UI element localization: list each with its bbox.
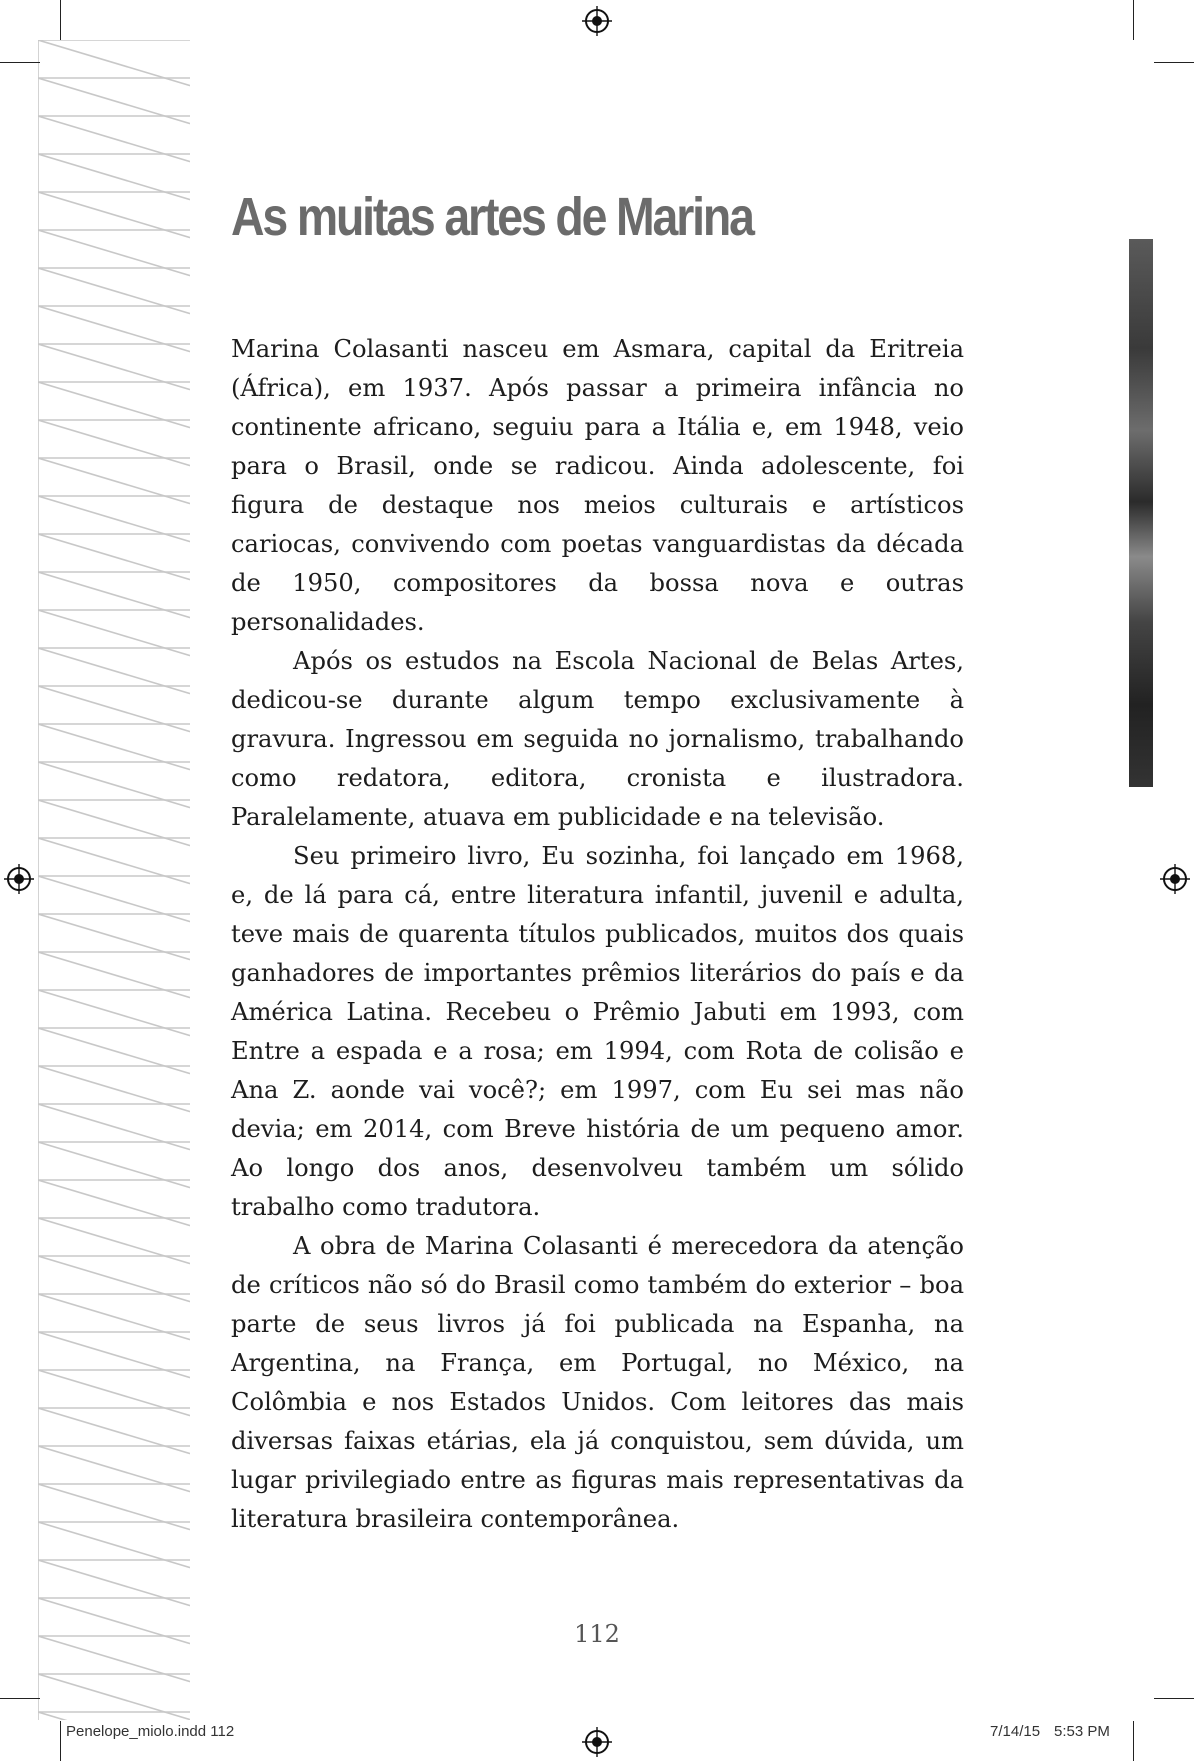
- slug-filename: Penelope_miolo.indd 112: [66, 1723, 235, 1740]
- page-number: 112: [574, 1620, 620, 1648]
- crop-mark: [1133, 1721, 1134, 1761]
- crop-mark: [1133, 0, 1134, 40]
- crop-mark: [1154, 1698, 1194, 1699]
- slug-date: 7/14/15: [990, 1723, 1041, 1740]
- registration-mark-icon: [582, 6, 612, 36]
- paragraph: Seu primeiro livro, Eu sozinha, foi lançado em 1968, e, de lá para cá, entre literatura infantil, juvenil e adulta, teve mais de quarenta títulos publicados, muitos dos quais ganhadores de importantes prêmios literários do país e da América Latina. Recebeu o Prêmio Jabuti em 1993, com Entre a espada e a rosa; em 1994, com Rota de colisão e Ana Z. aonde vai você?; em 1997, com Eu sei mas não devia; em 2014, com Breve história de um pequeno amor. Ao longo dos anos, desenvolveu também um sólido trabalho como tradutora.: [231, 842, 964, 1221]
- crop-mark: [1154, 62, 1194, 63]
- registration-mark-icon: [4, 864, 34, 894]
- crop-mark: [0, 62, 40, 63]
- crop-mark: [60, 0, 61, 40]
- crop-mark: [0, 1698, 40, 1699]
- paragraph: Após os estudos na Escola Nacional de Belas Artes, dedicou-se durante algum tempo exclusivamente à gravura. Ingressou em seguida no jornalismo, trabalhando como redatora, editora, cronista e ilustradora. Paralelamente, atuava em publicidade e na televisão.: [231, 647, 964, 831]
- decorative-triangle-pattern: [38, 40, 190, 1720]
- registration-mark-icon: [1160, 864, 1190, 894]
- paragraph: Marina Colasanti nasceu em Asmara, capital da Eritreia (África), em 1937. Após passar a primeira infância no continente africano, seguiu para a Itália e, em 1948, veio para o Brasil, onde se radicou. Ainda adolescente, foi figura de destaque nos meios culturais e artísticos cariocas, convivendo com poetas vanguardistas da década de 1950, compositores da bossa nova e outras personalidades.: [231, 335, 964, 636]
- page-title: As muitas artes de Marina: [231, 187, 753, 247]
- photo-strip: [1129, 239, 1153, 787]
- slug-time: 5:53 PM: [1054, 1723, 1110, 1740]
- registration-mark-icon: [582, 1727, 612, 1757]
- slug-timestamp: [990, 1723, 1110, 1740]
- body-text: [231, 330, 964, 1539]
- paragraph: A obra de Marina Colasanti é merecedora da atenção de críticos não só do Brasil como também do exterior – boa parte de seus livros já foi publicada na Espanha, na Argentina, na França, em Portugal, no México, na Colômbia e nos Estados Unidos. Com leitores das mais diversas faixas etárias, ela já conquistou, sem dúvida, um lugar privilegiado entre as figuras mais representativas da literatura brasileira contemporânea.: [231, 1232, 964, 1533]
- crop-mark: [60, 1721, 61, 1761]
